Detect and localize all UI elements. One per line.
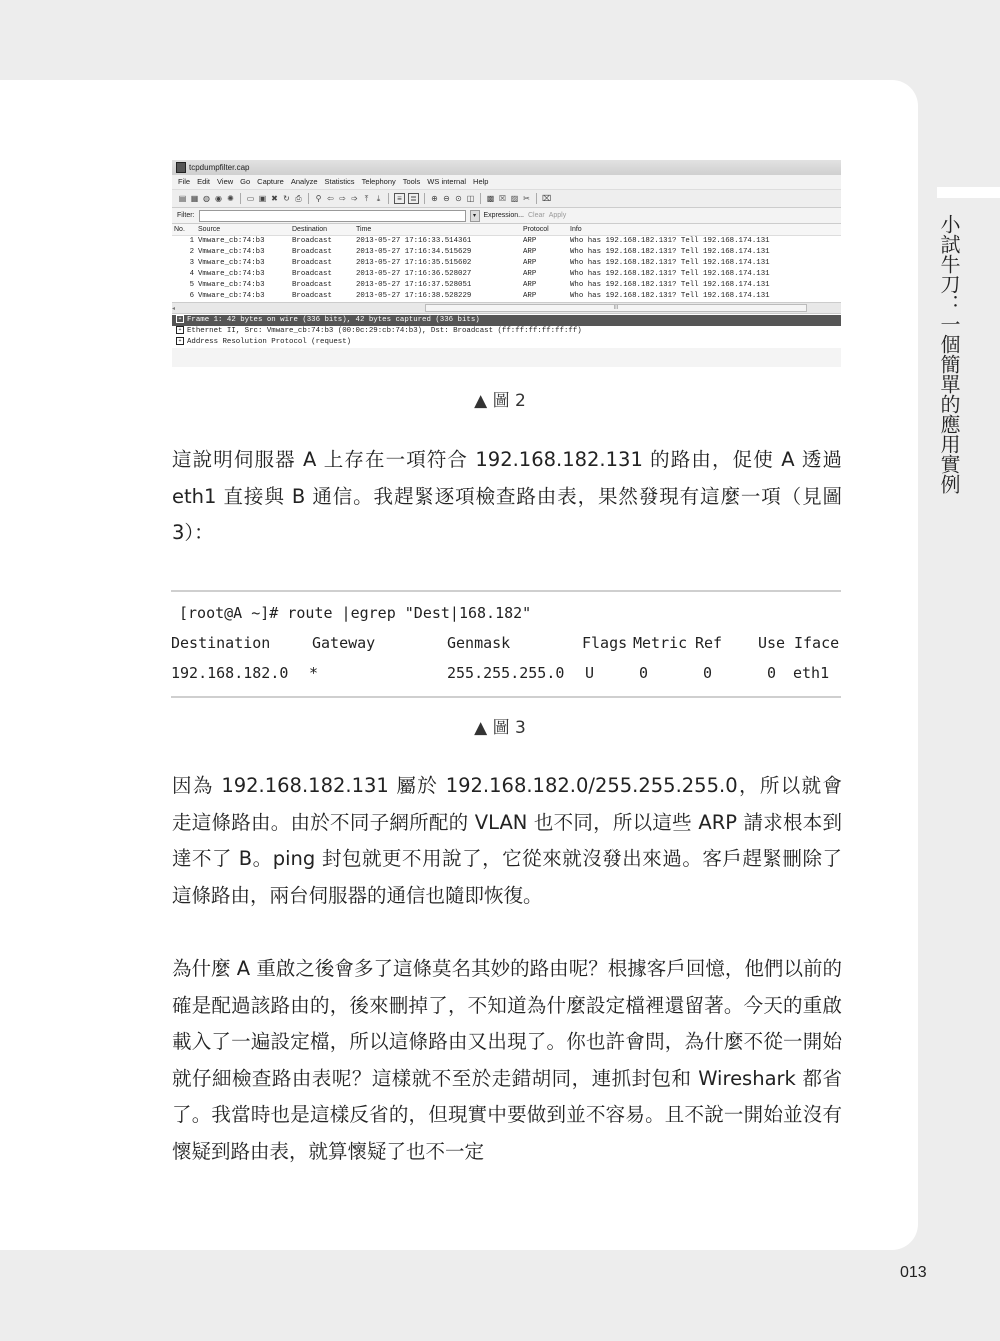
help-icon[interactable]: ⌧ xyxy=(542,194,552,203)
restart-capture-icon[interactable]: ✺ xyxy=(227,194,234,203)
colorize-icon[interactable]: ≡ xyxy=(394,193,405,204)
packet-info: Who has 192.168.182.131? Tell 192.168.174.131 xyxy=(570,237,770,245)
menu-edit[interactable]: Edit xyxy=(197,177,211,186)
packet-row[interactable] xyxy=(172,280,841,291)
go-first-icon[interactable]: ⤒ xyxy=(364,194,369,203)
start-capture-icon[interactable]: ◍ xyxy=(203,194,210,203)
horizontal-scrollbar[interactable] xyxy=(172,302,841,314)
go-to-packet-icon[interactable]: ➩ xyxy=(351,194,358,203)
packet-row[interactable] xyxy=(172,269,841,280)
packet-info: Who has 192.168.182.131? Tell 192.168.174.131 xyxy=(570,270,770,278)
packet-protocol: ARP xyxy=(523,292,537,300)
packet-row[interactable] xyxy=(172,247,841,258)
side-tab-rule xyxy=(937,187,1000,198)
column-time[interactable]: Time xyxy=(356,226,372,233)
header-genmask: Genmask xyxy=(447,634,511,652)
header-metric: Metric xyxy=(633,634,688,652)
route-table-row xyxy=(171,658,841,688)
packet-time: 2013-05-27 17:16:38.528229 xyxy=(356,292,472,300)
expand-icon[interactable]: + xyxy=(176,326,184,334)
menu-tools[interactable]: Tools xyxy=(402,177,421,186)
stop-capture-icon[interactable]: ◉ xyxy=(215,194,222,203)
paragraph-1: 這說明伺服器 A 上存在一項符合 192.168.182.131 的路由，促使 A 透過 eth1 直接與 B 通信。我趕緊逐項檢查路由表，果然發現有這麼一項（見圖 3）： xyxy=(172,448,843,545)
packet-destination: Broadcast xyxy=(292,237,332,245)
packet-time: 2013-05-27 17:16:35.515602 xyxy=(356,259,472,267)
route-command: [root@A ~]# route |egrep "Dest|168.182" xyxy=(179,604,532,622)
close-file-icon[interactable]: ✖ xyxy=(271,194,278,203)
packet-row[interactable] xyxy=(172,291,841,302)
packet-destination: Broadcast xyxy=(292,292,332,300)
reload-icon[interactable]: ↻ xyxy=(283,194,290,203)
paragraph-2: 因為 192.168.182.131 屬於 192.168.182.0/255.255.255.0，所以就會走這條路由。由於不同子網所配的 VLAN 也不同，所以這些 ARP 請求根本到達不了 B。ping 封包就更不用說了，它從來就沒發出來過。客戶趕緊刪除了這條路由，兩台伺服器的通信也隨即恢復。 xyxy=(172,774,842,907)
wireshark-screenshot xyxy=(172,160,841,367)
header-ref: Ref xyxy=(695,634,723,652)
print-icon[interactable]: ⎙ xyxy=(295,194,302,203)
toolbar-separator xyxy=(480,193,481,204)
filter-dropdown-icon[interactable]: ▾ xyxy=(470,210,480,222)
menu-help[interactable]: Help xyxy=(473,177,489,186)
packet-time: 2013-05-27 17:16:33.514361 xyxy=(356,237,472,245)
column-source[interactable]: Source xyxy=(198,226,221,233)
route-use: 0 xyxy=(767,664,777,682)
packet-source: Vmware_cb:74:b3 xyxy=(198,248,265,256)
packet-no: 5 xyxy=(189,281,194,289)
detail-row-arp[interactable]: + Address Resolution Protocol (request) xyxy=(172,337,841,348)
toolbar-separator xyxy=(308,193,309,204)
resize-columns-icon[interactable]: ◫ xyxy=(466,194,475,203)
header-iface: Iface xyxy=(794,634,840,652)
clear-button[interactable]: Clear xyxy=(527,212,545,219)
wireshark-app-icon xyxy=(176,162,186,173)
filter-label: Filter: xyxy=(177,212,195,219)
go-forward-icon[interactable]: ⇨ xyxy=(339,194,346,203)
capture-filters-icon[interactable]: ▩ xyxy=(486,194,495,203)
route-iface: eth1 xyxy=(793,664,830,682)
zoom-normal-icon[interactable]: ⊙ xyxy=(455,194,462,203)
packet-details xyxy=(172,314,841,348)
toolbar-separator xyxy=(536,193,537,204)
chapter-side-title: 小試牛刀：一個簡單的應用實例 xyxy=(937,214,961,494)
page-number: 013 xyxy=(900,1264,927,1281)
filter-input[interactable] xyxy=(199,210,466,222)
packet-protocol: ARP xyxy=(523,237,537,245)
expand-icon[interactable]: + xyxy=(176,315,184,323)
packet-source: Vmware_cb:74:b3 xyxy=(198,281,265,289)
apply-button[interactable]: Apply xyxy=(548,212,567,219)
packet-no: 1 xyxy=(189,237,194,245)
packet-protocol: ARP xyxy=(523,270,537,278)
figure-3-caption: ▲ 圖 3 xyxy=(474,718,526,738)
open-file-icon[interactable]: ▭ xyxy=(246,194,255,203)
packet-protocol: ARP xyxy=(523,259,537,267)
window-title: tcpdumpfilter.cap xyxy=(189,163,250,172)
packet-time: 2013-05-27 17:16:37.528051 xyxy=(356,281,472,289)
scroll-left-icon[interactable]: ◂ xyxy=(172,305,176,312)
menu-go[interactable]: Go xyxy=(240,177,251,186)
packet-destination: Broadcast xyxy=(292,281,332,289)
options-icon[interactable]: ▦ xyxy=(190,194,199,203)
packet-protocol: ARP xyxy=(523,248,537,256)
route-ref: 0 xyxy=(703,664,713,682)
route-flags: U xyxy=(585,664,595,682)
preferences-icon[interactable]: ✂ xyxy=(523,194,530,203)
expand-icon[interactable]: + xyxy=(176,337,184,345)
column-protocol[interactable]: Protocol xyxy=(523,226,549,233)
packet-row[interactable] xyxy=(172,258,841,269)
expression-button[interactable]: Expression... xyxy=(483,212,524,219)
packet-source: Vmware_cb:74:b3 xyxy=(198,292,265,300)
detail-row-ethernet[interactable]: + Ethernet II, Src: Vmware_cb:74:b3 (00:0c:29:cb:74:b3), Dst: Broadcast (ff:ff:ff:ff:ff:ff) xyxy=(172,326,841,337)
interfaces-icon[interactable]: ▤ xyxy=(178,194,187,203)
toolbar-separator xyxy=(240,193,241,204)
packet-info: Who has 192.168.182.131? Tell 192.168.174.131 xyxy=(570,248,770,256)
header-use: Use xyxy=(758,634,786,652)
header-gateway: Gateway xyxy=(312,634,376,652)
column-no[interactable]: No. xyxy=(174,226,185,233)
toolbar-separator xyxy=(424,193,425,204)
menu-ws-internal[interactable]: WS internal xyxy=(427,177,467,186)
packet-protocol: ARP xyxy=(523,281,537,289)
menu-view[interactable]: View xyxy=(217,177,234,186)
packet-destination: Broadcast xyxy=(292,270,332,278)
go-back-icon[interactable]: ⇦ xyxy=(327,194,334,203)
detail-row-frame[interactable]: + Frame 1: 42 bytes on wire (336 bits), 42 bytes captured (336 bits) xyxy=(172,315,841,326)
paragraph-3: 為什麼 A 重啟之後會多了這條莫名其妙的路由呢？根據客戶回憶，他們以前的確是配過該路由的，後來刪掉了，不知道為什麼設定檔裡還留著。今天的重啟載入了一遍設定檔，所以這條路由又出現了。你也許會問，為什麼不從一開始就仔細檢查路由表呢？這樣就不至於走錯胡同，連抓封包和 Wireshark 都省了。我當時也是這樣反省的，但現實中要做到並不容易。且不說一開始並沒有懷疑到路由表，就算懷疑了也不一定 xyxy=(172,957,842,1163)
route-output-block xyxy=(171,590,841,698)
packet-row[interactable] xyxy=(172,236,841,247)
packet-no: 2 xyxy=(189,248,194,256)
packet-list-header xyxy=(172,224,841,236)
packet-no: 4 xyxy=(189,270,194,278)
menu-capture[interactable]: Capture xyxy=(257,177,284,186)
go-last-icon[interactable]: ⤓ xyxy=(376,194,381,203)
menu-analyze[interactable]: Analyze xyxy=(290,177,318,186)
menu-bar xyxy=(172,175,841,190)
packet-source: Vmware_cb:74:b3 xyxy=(198,270,265,278)
menu-statistics[interactable]: Statistics xyxy=(324,177,355,186)
find-packet-icon[interactable]: ⚲ xyxy=(315,194,322,203)
column-destination[interactable]: Destination xyxy=(292,226,328,233)
route-metric: 0 xyxy=(639,664,649,682)
auto-scroll-icon[interactable]: ≣ xyxy=(408,193,419,204)
packet-info: Who has 192.168.182.131? Tell 192.168.174.131 xyxy=(570,292,770,300)
packet-source: Vmware_cb:74:b3 xyxy=(198,237,265,245)
route-table-header xyxy=(171,628,841,658)
menu-telephony[interactable]: Telephony xyxy=(361,177,396,186)
packet-info: Who has 192.168.182.131? Tell 192.168.174.131 xyxy=(570,259,770,267)
packet-time: 2013-05-27 17:16:36.528027 xyxy=(356,270,472,278)
main-toolbar xyxy=(172,190,841,208)
filter-toolbar xyxy=(172,208,841,224)
packet-time: 2013-05-27 17:16:34.515629 xyxy=(356,248,472,256)
coloring-rules-icon[interactable]: ▨ xyxy=(510,194,519,203)
packet-no: 6 xyxy=(189,292,194,300)
route-destination: 192.168.182.0 xyxy=(171,664,289,682)
packet-info: Who has 192.168.182.131? Tell 192.168.174.131 xyxy=(570,281,770,289)
display-filters-icon[interactable]: ☒ xyxy=(498,194,507,203)
menu-file[interactable]: File xyxy=(178,177,191,186)
packet-destination: Broadcast xyxy=(292,259,332,267)
packet-source: Vmware_cb:74:b3 xyxy=(198,259,265,267)
header-destination: Destination xyxy=(171,634,271,652)
packet-destination: Broadcast xyxy=(292,248,332,256)
figure-2-caption: ▲ 圖 2 xyxy=(474,391,526,411)
route-gateway: * xyxy=(309,664,319,682)
packet-list xyxy=(172,224,841,302)
window-titlebar xyxy=(172,160,841,175)
column-info[interactable]: Info xyxy=(570,226,582,233)
zoom-in-icon[interactable]: ⊕ xyxy=(431,194,438,203)
packet-no: 3 xyxy=(189,259,194,267)
route-genmask: 255.255.255.0 xyxy=(447,664,565,682)
toolbar-separator xyxy=(388,193,389,204)
save-file-icon[interactable]: ▣ xyxy=(258,194,267,203)
scrollbar-thumb[interactable]: III xyxy=(425,304,807,312)
header-flags: Flags xyxy=(582,634,628,652)
zoom-out-icon[interactable]: ⊖ xyxy=(443,194,450,203)
